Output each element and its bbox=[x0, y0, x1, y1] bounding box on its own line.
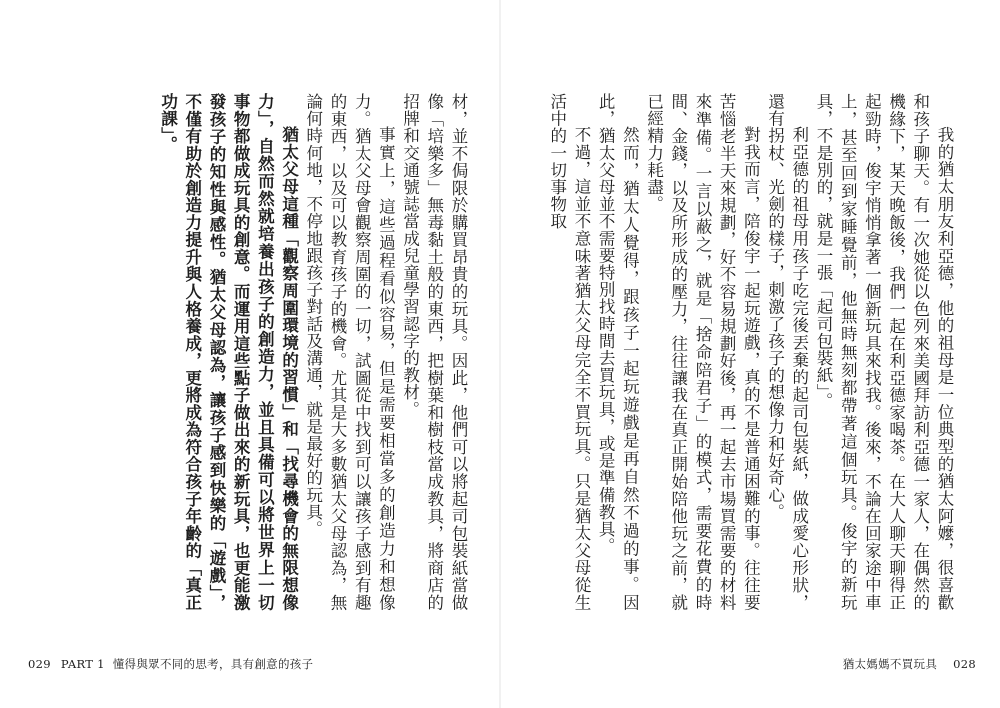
paragraph: 我的猶太朋友利亞德，他的祖母是一位典型的猶太阿嬤，很喜歡和孩子聊天。有一次她從以色列來美國拜訪利亞德一家人，在偶然的機緣下，某天晚飯後，我們一起在利亞德家喝茶。在大人聊天聊得正起勁時，俊宇悄悄拿著一個新玩具來找我。後來，不論在回家途中車上，甚至回到家睡覺前，他無時無刻都帶著這個玩具。俊宇的新玩具，不是別的，就是一張「起司包裝紙」。 bbox=[813, 93, 954, 611]
left-page-body bbox=[144, 93, 470, 611]
right-page-body bbox=[547, 93, 956, 611]
left-folio bbox=[28, 656, 321, 672]
paragraph: 事實上，這些過程看似容易，但是需要相當多的創造力和想像力。猶太父母會觀察周圍的一切，試圖從中找到可以讓孩子感到有趣的東西，以及可以教育孩子的機會。尤其是大多數猶太父母認為，無論何時何地，不停地跟孩子對話及溝通，就是最好的玩具。 bbox=[303, 93, 396, 611]
right-page bbox=[500, 0, 1000, 708]
running-head: 懂得與眾不同的思考，具有創意的孩子 bbox=[112, 657, 314, 671]
paragraph: 不過，這並不意味著猶太父母完全不買玩具。只是猶太父母從生活中的一切事物取 bbox=[547, 93, 591, 611]
paragraph: 材，並不侷限於購買昂貴的玩具。因此，他們可以將起司包裝紙當做像「培樂多」無毒黏土般的東西，把樹葉和樹枝當成教具，將商店的招牌和交通號誌當成兒童學習認字的教材。 bbox=[400, 93, 468, 611]
right-folio bbox=[843, 656, 976, 672]
page-number: 028 bbox=[953, 657, 976, 671]
part-label: PART 1 bbox=[60, 657, 105, 671]
paragraph: 對我而言，陪俊宇一起玩遊戲，真的不是普通困難的事。往往要苦惱老半天來規劃，好不容易規劃好後，再一起去市場買需要的材料來準備。一言以蔽之，就是「捨命陪君子」的模式，需要花費的時間、金錢，以及所形成的壓力，往往讓我在真正開始陪他玩之前，就已經精力耗盡。 bbox=[644, 93, 761, 611]
paragraph-emphasis: 猶太父母這種「觀察周圍環境的習慣」和「找尋機會的無限想像力」，自然而然就培養出孩子的創造力，並且具備可以將世界上一切事物都做成玩具的創意。而運用這些點子做出來的新玩具，也更能激發孩子的知性與感性。猶太父母認為，讓孩子感到快樂的「遊戲」，不僅有助於創造力提升與人格養成，更將成為符合孩子年齡的「真正功課」。 bbox=[158, 93, 299, 611]
paragraph: 然而，猶太人覺得，跟孩子一起玩遊戲是再自然不過的事。因此，猶太父母並不需要特別找時間去買玩具，或是準備教具。 bbox=[596, 93, 640, 611]
paragraph: 利亞德的祖母用孩子吃完後丟棄的起司包裝紙，做成愛心形狀，還有拐杖、光劍的樣子，刺激了孩子的想像力和好奇心。 bbox=[765, 93, 809, 611]
page-number: 029 bbox=[28, 657, 51, 671]
running-head: 猶太媽媽不買玩具 bbox=[842, 657, 938, 671]
